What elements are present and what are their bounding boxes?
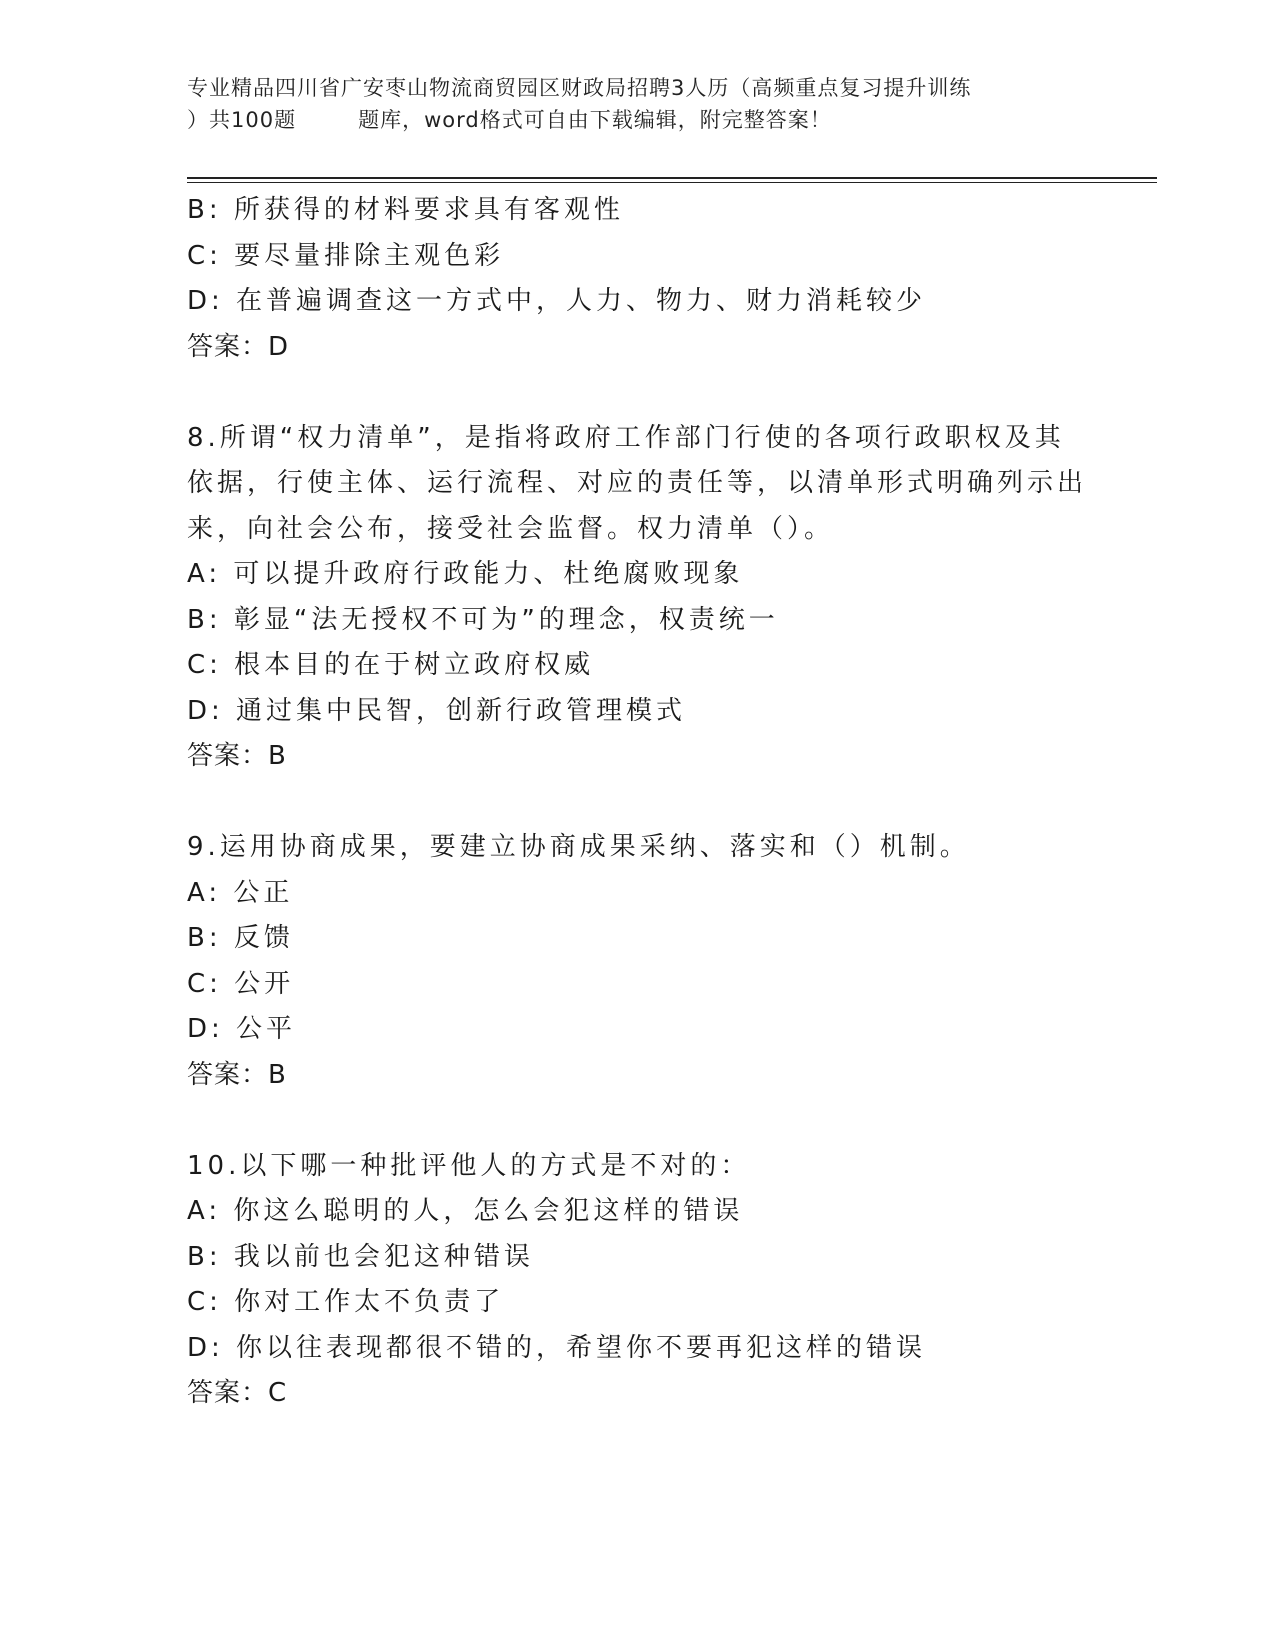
q10-option-c: C: 你对工作太不负责了 xyxy=(187,1287,505,1317)
question-7 xyxy=(187,188,1087,370)
question-9 xyxy=(187,825,1087,1098)
q10-option-a: A: 你这么聪明的人，怎么会犯这样的错误 xyxy=(187,1196,744,1226)
q9-answer: 答案：B xyxy=(187,1059,287,1090)
q8-answer: 答案：B xyxy=(187,741,287,771)
q8-stem-line-1: 8.所谓“权力清单”，是指将政府工作部门行使的各项行政职权及其 xyxy=(187,422,1065,453)
header-line-2 xyxy=(187,104,1087,136)
q8-option-c: C: 根本目的在于树立政府权威 xyxy=(187,650,595,680)
q9-option-a: A: 公正 xyxy=(187,877,294,908)
q10-stem-line-1: 10.以下哪一种批评他人的方式是不对的： xyxy=(187,1150,751,1181)
q7-answer: 答案：D xyxy=(187,331,290,362)
q7-option-b: B: 所获得的材料要求具有客观性 xyxy=(187,195,624,225)
q8-option-d: D: 通过集中民智，创新行政管理模式 xyxy=(187,695,687,726)
q10-option-b: B: 我以前也会犯这种错误 xyxy=(187,1241,534,1272)
q10-answer: 答案：C xyxy=(187,1378,288,1408)
header-line-2-right: 题库，word格式可自由下载编辑，附完整答案！ xyxy=(358,108,832,132)
q9-option-c: C: 公开 xyxy=(187,968,295,999)
q8-stem-line-2: 依据，行使主体、运行流程、对应的责任等，以清单形式明确列示出 xyxy=(187,468,1088,498)
header-divider-thin xyxy=(187,182,1157,183)
q8-option-b: B: 彰显“法无授权不可为”的理念，权责统一 xyxy=(187,604,779,635)
header-line-1: 专业精品四川省广安枣山物流商贸园区财政局招聘3人历（高频重点复习提升训练 xyxy=(187,76,972,100)
q8-option-a: A: 可以提升政府行政能力、杜绝腐败现象 xyxy=(187,559,744,589)
q9-option-d: D: 公平 xyxy=(187,1014,297,1044)
question-10 xyxy=(187,1144,1087,1417)
q10-option-d: D: 你以往表现都很不错的，希望你不要再犯这样的错误 xyxy=(187,1332,927,1363)
question-list xyxy=(187,188,1087,1417)
header-divider-thick xyxy=(187,177,1157,179)
q9-option-b: B: 反馈 xyxy=(187,923,294,953)
q9-stem-line-1: 9.运用协商成果，要建立协商成果采纳、落实和（）机制。 xyxy=(187,832,970,862)
page-header xyxy=(187,72,1087,136)
q8-stem-line-3: 来，向社会公布，接受社会监督。权力清单（）。 xyxy=(187,513,835,544)
header-line-2-left: ）共100题 xyxy=(187,108,297,132)
q7-option-d: D: 在普遍调查这一方式中，人力、物力、财力消耗较少 xyxy=(187,286,927,316)
q7-option-c: C: 要尽量排除主观色彩 xyxy=(187,240,505,271)
question-8 xyxy=(187,416,1087,780)
